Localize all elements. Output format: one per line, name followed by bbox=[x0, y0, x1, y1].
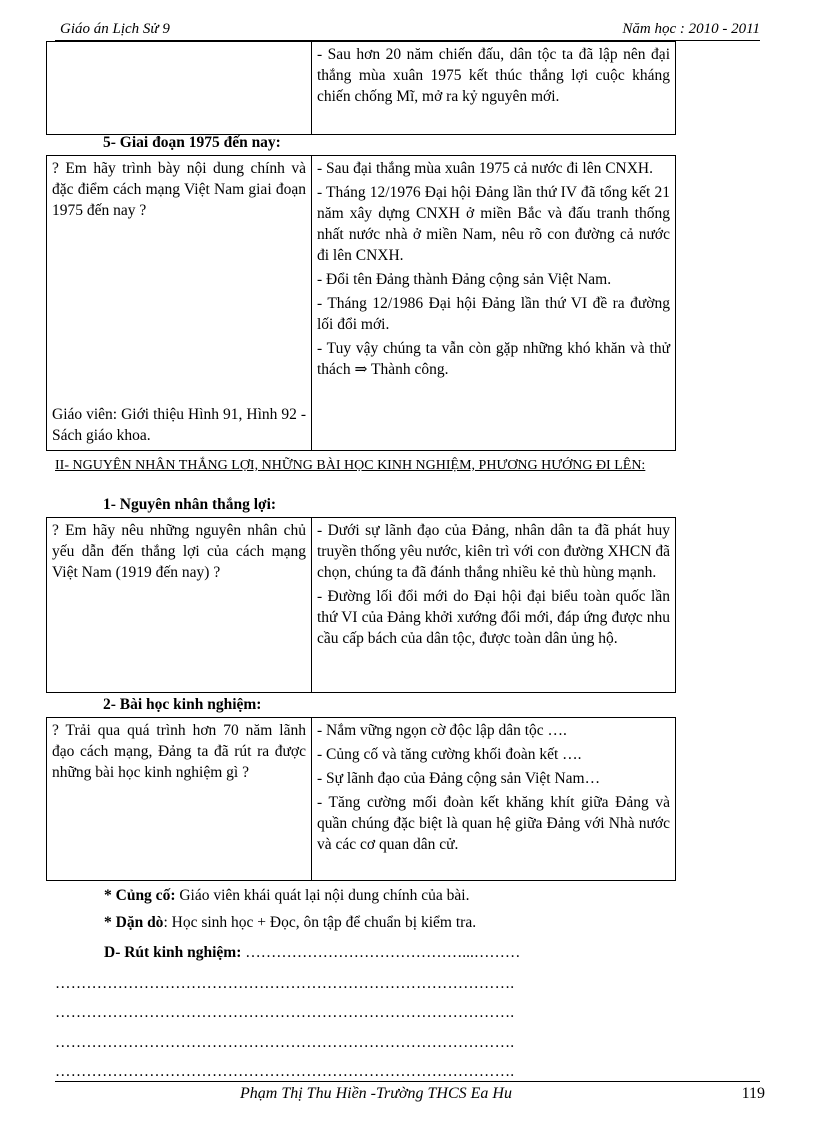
section2-answer: - Tăng cường mối đoàn kết khăng khít giữa Đảng và quần chúng đặc biệt là quan hệ giữa Đảng với Nhà nước và các cơ quan dân cử. bbox=[317, 794, 670, 853]
section5-answer: - Tháng 12/1976 Đại hội Đảng lần thứ IV đã tổng kết 21 năm xây dựng CNXH ở miền Bắc và đấu tranh thống nhất nước nhà ở miền Nam, nêu rõ con đường cả nước đi lên CNXH. bbox=[317, 184, 670, 264]
dotted-line: ……………………………………………………………………………. bbox=[55, 1063, 515, 1080]
section5-heading: 5- Giai đoạn 1975 đến nay: bbox=[103, 134, 281, 151]
page-number: 119 bbox=[741, 1085, 765, 1102]
section1-heading: 1- Nguyên nhân thắng lợi: bbox=[103, 496, 277, 513]
section5-answer: - Sau đại thắng mùa xuân 1975 cả nước đi lên CNXH. bbox=[317, 160, 653, 177]
section5-answer-cell bbox=[312, 156, 676, 451]
section5-answer: - Tháng 12/1986 Đại hội Đảng lần thứ VI đề ra đường lối đổi mới. bbox=[317, 295, 670, 333]
dotted-line: ……………………………………………………………………………. bbox=[55, 1004, 515, 1021]
rut-kinh-nghiem-label: D- Rút kinh nghiệm: bbox=[104, 944, 242, 961]
section2-question: ? Trải qua quá trình hơn 70 năm lãnh đạo cách mạng, Đảng ta đã rút ra được những bài học kinh nghiệm gì ? bbox=[52, 722, 306, 781]
section5-answer: - Tuy vậy chúng ta vẫn còn gặp những khó khăn và thử thách ⇒ Thành công. bbox=[317, 340, 670, 378]
footer-credit: Phạm Thị Thu Hiền -Trường THCS Ea Hu bbox=[240, 1085, 512, 1102]
header-subject: Giáo án Lịch Sử 9 bbox=[60, 21, 170, 37]
continuation-table bbox=[46, 41, 676, 135]
section2-question-cell bbox=[47, 718, 312, 881]
section2-answer: - Củng cố và tăng cường khối đoàn kết …. bbox=[317, 746, 582, 763]
section2-answer-cell bbox=[312, 718, 676, 881]
rut-kinh-nghiem-line bbox=[104, 944, 520, 962]
section2-answer: - Nắm vững ngọn cờ độc lập dân tộc …. bbox=[317, 722, 567, 739]
dotted-line: ……………………………………………………………………………. bbox=[55, 975, 515, 992]
dan-do-line bbox=[104, 914, 476, 932]
section5-answer: - Đổi tên Đảng thành Đảng cộng sản Việt Nam. bbox=[317, 271, 612, 288]
cung-co-label: * Củng cố: bbox=[104, 887, 176, 904]
dan-do-label: * Dặn dò bbox=[104, 914, 164, 931]
continuation-text: - Sau hơn 20 năm chiến đấu, dân tộc ta đã lập nên đại thắng mùa xuân 1975 kết thúc thắng lợi cuộc kháng chiến chống Mĩ, mở ra kỷ nguyên mới. bbox=[317, 46, 670, 105]
section1-table bbox=[46, 517, 676, 693]
section2-answer: - Sự lãnh đạo của Đảng cộng sản Việt Nam… bbox=[317, 770, 601, 787]
section5-table bbox=[46, 155, 676, 451]
section1-question-cell bbox=[47, 518, 312, 693]
continuation-left-cell bbox=[47, 42, 312, 135]
page-footer bbox=[55, 1081, 765, 1112]
section1-answer: - Dưới sự lãnh đạo của Đảng, nhân dân ta đã phát huy truyền thống yêu nước, kiên trì với con đường XHCN đã chọn, chúng ta đã đánh thắng nhiều kẻ thù hùng mạnh. bbox=[317, 522, 670, 581]
cung-co-text: Giáo viên khái quát lại nội dung chính của bài. bbox=[175, 887, 470, 904]
dan-do-text: : Học sinh học + Đọc, ôn tập để chuẩn bị kiểm tra. bbox=[163, 914, 477, 931]
rut-kinh-nghiem-dots: ……………………………………...……… bbox=[241, 944, 521, 961]
section5-teacher-note: Giáo viên: Giới thiệu Hình 91, Hình 92 - Sách giáo khoa. bbox=[52, 406, 306, 444]
section2-heading: 2- Bài học kinh nghiệm: bbox=[103, 696, 262, 713]
page-header bbox=[55, 20, 760, 41]
section1-question: ? Em hãy nêu những nguyên nhân chủ yếu dẫn đến thắng lợi của cách mạng Việt Nam (1919 đến nay) ? bbox=[52, 522, 306, 581]
section5-question: ? Em hãy trình bày nội dung chính và đặc điểm cách mạng Việt Nam giai đoạn 1975 đến nay ? bbox=[52, 160, 306, 219]
section2-table bbox=[46, 717, 676, 881]
cung-co-line bbox=[104, 887, 469, 905]
header-school-year: Năm học : 2010 - 2011 bbox=[622, 21, 760, 37]
section1-answer-cell bbox=[312, 518, 676, 693]
part2-heading: II- NGUYÊN NHÂN THẮNG LỢI, NHỮNG BÀI HỌC KINH NGHIỆM, PHƯƠNG HƯỚNG ĐI LÊN: bbox=[55, 458, 646, 473]
section5-question-cell bbox=[47, 156, 312, 451]
section1-answer: - Đường lối đổi mới do Đại hội đại biểu toàn quốc lần thứ VI của Đảng khởi xướng đổi mới, đáp ứng được nhu cầu cấp bách của dân tộc, được toàn dân ủng hộ. bbox=[317, 588, 670, 647]
continuation-right-cell bbox=[312, 42, 676, 135]
dotted-line: ……………………………………………………………………………. bbox=[55, 1034, 515, 1051]
